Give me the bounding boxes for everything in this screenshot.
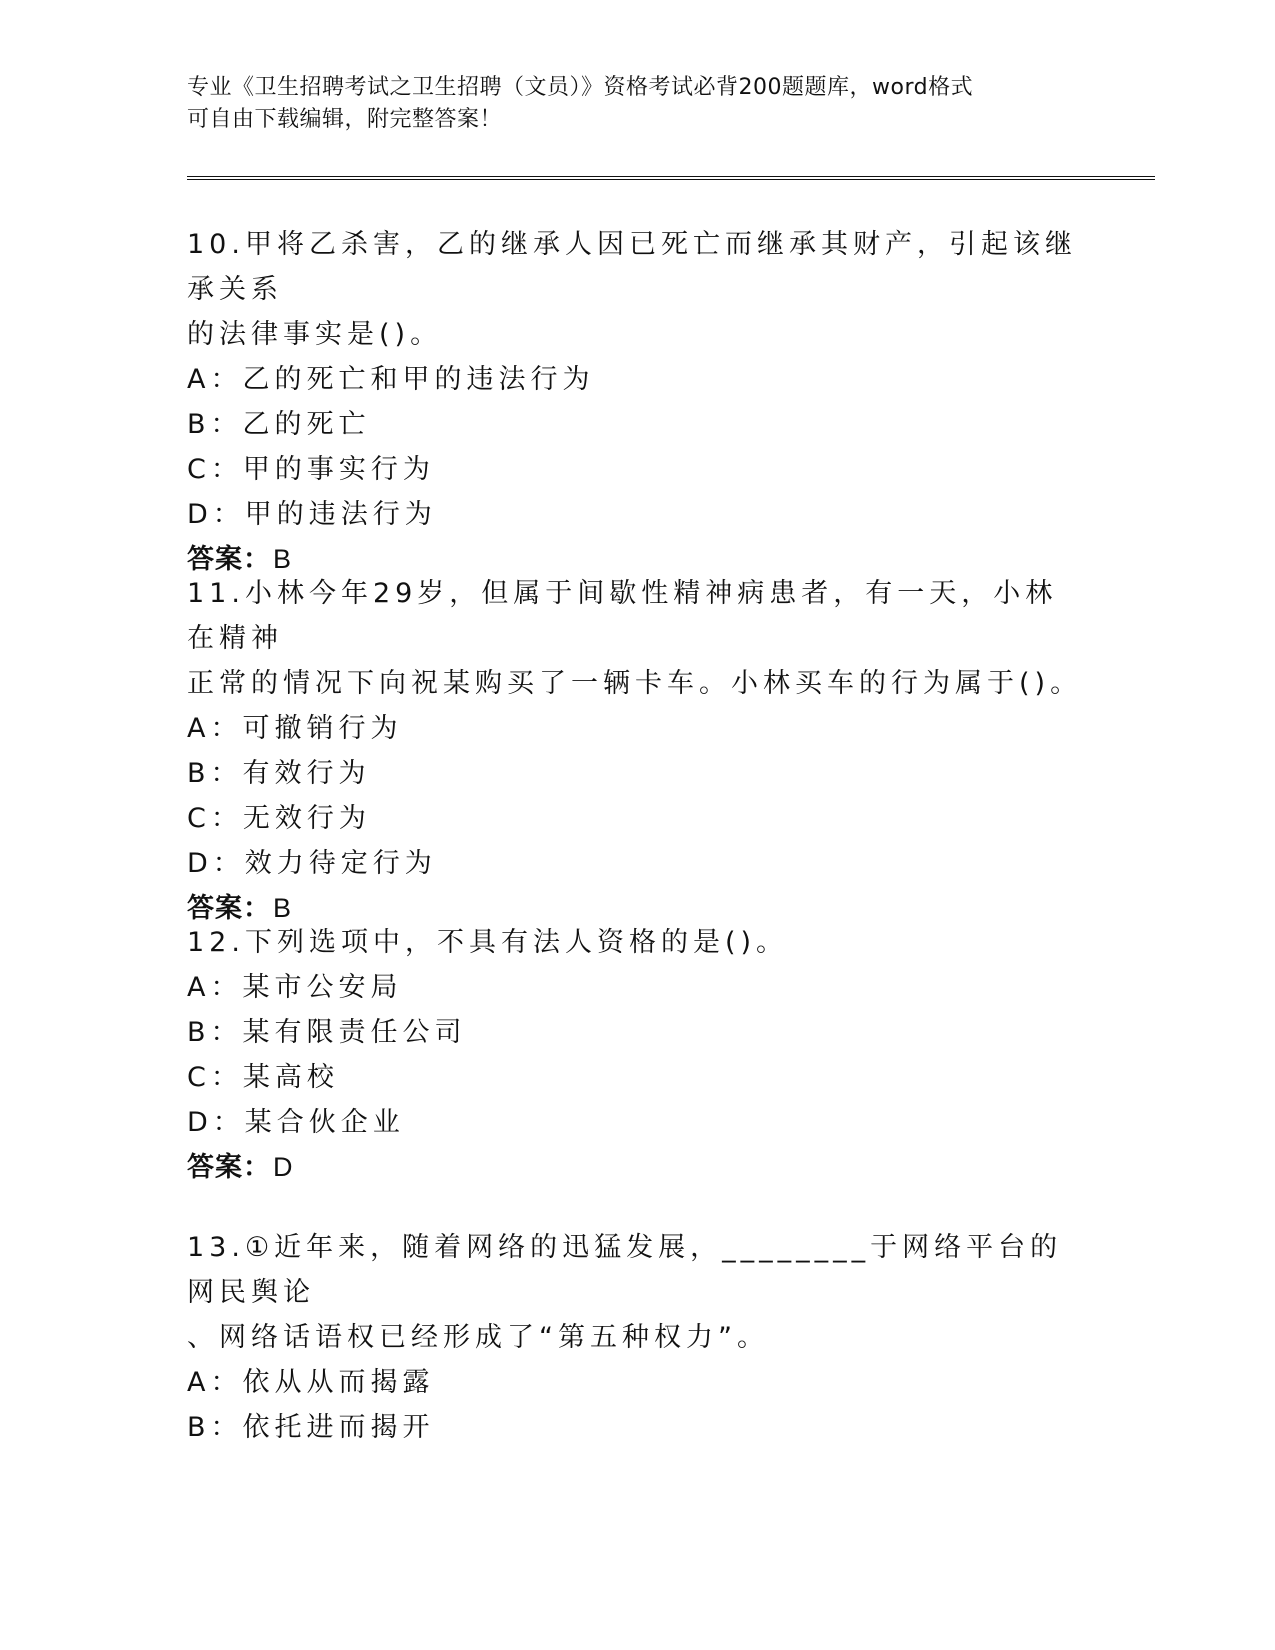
answer-line bbox=[187, 1145, 1087, 1190]
document-header bbox=[187, 72, 1087, 136]
question-11 bbox=[187, 571, 1087, 931]
option-b: B：某有限责任公司 bbox=[187, 1017, 467, 1048]
answer-label: 答案： bbox=[187, 544, 271, 575]
option-d: D：某合伙企业 bbox=[187, 1107, 405, 1138]
question-13 bbox=[187, 1225, 1087, 1450]
question-stem-continued: 正常的情况下向祝某购买了一辆卡车。小林买车的行为属于()。 bbox=[187, 668, 1083, 699]
question-10 bbox=[187, 222, 1087, 582]
option-b: B：乙的死亡 bbox=[187, 409, 371, 440]
option-d: D：甲的违法行为 bbox=[187, 499, 437, 530]
option-a: A：可撤销行为 bbox=[187, 713, 403, 744]
header-divider bbox=[187, 176, 1155, 180]
option-d: D：效力待定行为 bbox=[187, 848, 437, 879]
option-b: B：依托进而揭开 bbox=[187, 1412, 435, 1443]
question-stem: 12.下列选项中，不具有法人资格的是()。 bbox=[187, 927, 789, 958]
option-c: C：甲的事实行为 bbox=[187, 454, 435, 485]
answer-value: B bbox=[273, 544, 293, 574]
answer-label: 答案： bbox=[187, 893, 271, 924]
question-stem: 10.甲将乙杀害，乙的继承人因已死亡而继承其财产，引起该继承关系 bbox=[187, 229, 1077, 305]
option-a: A：某市公安局 bbox=[187, 972, 403, 1003]
option-c: C：某高校 bbox=[187, 1062, 339, 1093]
option-a: A：依从从而揭露 bbox=[187, 1367, 435, 1398]
option-b: B：有效行为 bbox=[187, 758, 371, 789]
answer-value: B bbox=[273, 893, 293, 923]
answer-value: D bbox=[273, 1152, 294, 1182]
question-stem-continued: 、网络话语权已经形成了“第五种权力”。 bbox=[187, 1322, 769, 1353]
question-12 bbox=[187, 920, 1087, 1190]
question-stem: 13.①近年来，随着网络的迅猛发展，________于网络平台的网民舆论 bbox=[187, 1232, 1063, 1308]
header-title-line-2: 可自由下载编辑，附完整答案！ bbox=[187, 107, 503, 132]
question-stem: 11.小林今年29岁，但属于间歇性精神病患者，有一天，小林在精神 bbox=[187, 578, 1058, 654]
option-a: A：乙的死亡和甲的违法行为 bbox=[187, 364, 595, 395]
header-title-line-1: 专业《卫生招聘考试之卫生招聘（文员）》资格考试必背200题题库，word格式 bbox=[187, 75, 974, 100]
question-stem-continued: 的法律事实是()。 bbox=[187, 319, 443, 350]
answer-label: 答案： bbox=[187, 1152, 271, 1183]
option-c: C：无效行为 bbox=[187, 803, 371, 834]
